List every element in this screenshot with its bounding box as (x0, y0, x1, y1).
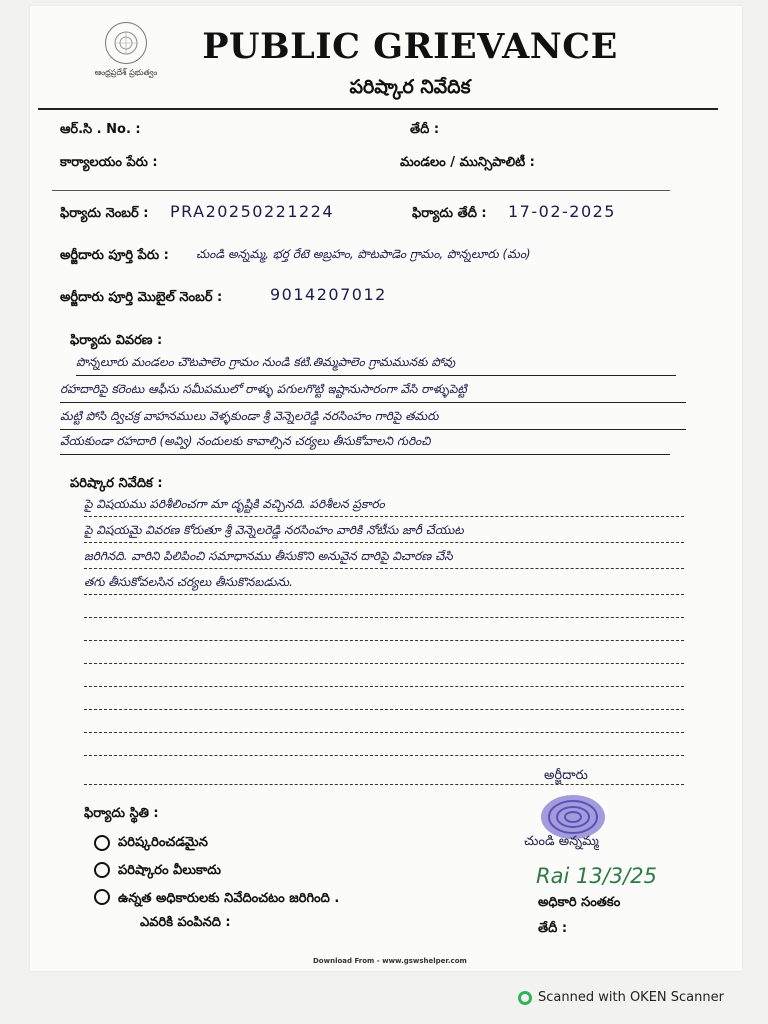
forwarded-to-label: ఎవరికి పంపినది : (140, 915, 231, 930)
description-line: వేయకుండా రహదారి (అవ్వి) నందులకు కావాల్సిన చర్యలు తీసుకోవాలని గురించి (60, 434, 670, 455)
blank-report-line (84, 784, 684, 785)
blank-report-line (84, 709, 684, 710)
status-option-escalated: ఉన్నత అధికారులకు నివేదించటం జరిగింది . (118, 891, 340, 906)
blank-report-line (84, 686, 684, 687)
blank-report-line (84, 640, 684, 641)
applicant-mobile-value: 9014207012 (270, 285, 387, 304)
status-radio-resolved[interactable] (94, 835, 110, 851)
complaint-number-value: PRA20250221224 (170, 202, 335, 221)
date-label: తేదీ : (410, 122, 440, 137)
blank-report-line (84, 755, 684, 756)
header-divider (38, 108, 718, 110)
form-subtitle: పరిష్కార నివేదిక (349, 76, 471, 98)
mandal-label: మండలం / మున్సిపాలిటీ : (400, 155, 535, 170)
oken-scanner-logo-icon (518, 991, 532, 1005)
blank-report-line (84, 663, 684, 664)
blank-report-line (84, 617, 684, 618)
download-source: Download From - www.gswshelper.com (313, 957, 467, 965)
applicant-signature-mark: అర్జీదారు (544, 768, 588, 783)
complaint-number-label: ఫిర్యాదు నెంబర్ : (60, 206, 149, 221)
status-label: ఫిర్యాదు స్థితి : (84, 806, 159, 821)
officer-signature: Rai 13/3/25 (536, 864, 657, 888)
description-line: మట్టి పోసి ద్విచక్ర వాహనములు వెళ్ళకుండా శ్రీ వెన్నెలరెడ్డి నరసింహం గారిపై తమరు (60, 409, 686, 430)
officer-date-label: తేదీ : (538, 921, 568, 936)
report-label: పరిష్కార నివేదిక : (70, 476, 163, 491)
status-option-resolved: పరిష్కరించడమైన (118, 835, 208, 850)
status-option-not-possible: పరిష్కారం వీలుకాదు (118, 863, 221, 878)
applicant-mobile-label: అర్జీదారు పూర్తి మొబైల్ నెంబర్ : (60, 290, 223, 305)
blank-report-line (84, 732, 684, 733)
complaint-date-value: 17-02-2025 (508, 202, 616, 221)
status-radio-escalated[interactable] (94, 889, 110, 905)
rc-no-label: ఆర్.సి . No. : (60, 122, 141, 137)
scanner-watermark (518, 990, 724, 1005)
complaint-date-label: ఫిర్యాదు తేదీ : (412, 206, 487, 221)
report-line: పై విషయము పరిశీలించగా మా దృష్టికి వచ్చినది. పరిశీలన ప్రకారం (84, 497, 684, 517)
report-line: తగు తీసుకోవలసిన చర్యలు తీసుకొనబడును. (84, 575, 684, 595)
report-line: పై విషయమై వివరణ కోరుతూ శ్రీ వెన్నెలరెడ్డి నరసింహం వారికి నోటీసు జారీ చేయుట (84, 523, 684, 543)
applicant-name-label: అర్జీదారు పూర్తి పేరు : (60, 248, 169, 263)
report-line: జరిగినది. వారిని పిలిపించి సమాధానము తీసుకొని అనువైన దారిపై విచారణ చేసి (84, 549, 684, 569)
officer-sign-label: అధికారి సంతకం (538, 895, 621, 910)
description-label: ఫిర్యాదు వివరణ : (70, 333, 163, 348)
meta-divider (52, 190, 670, 191)
seal-caption: ఆంధ్రప్రదేశ్ ప్రభుత్వం (94, 68, 158, 77)
description-line: పొన్నలూరు మండలం చౌటపాలెం గ్రామం నుండి కటి.తిమ్మపాలెం గ్రామమునకు పోవు (76, 355, 676, 376)
description-line: రహదారిపై కరెంటు ఆఫీసు సమీపములో రాళ్ళు పగులగొట్టి ఇష్టానుసారంగా వేసి రాళ్ళుపెట్టి (60, 382, 686, 403)
applicant-name-value: చుండి అన్నమ్మ, భర్త రేటె అబ్రహం, పొటపాడెం గ్రామం, పొన్నలూరు (మం) (196, 247, 531, 261)
office-name-label: కార్యాలయం పేరు : (60, 155, 158, 170)
form-title: PUBLIC GRIEVANCE (202, 26, 618, 67)
scanner-text: Scanned with OKEN Scanner (538, 990, 724, 1005)
applicant-signature: చుండి అన్నమ్మ (524, 834, 599, 849)
status-radio-not-possible[interactable] (94, 862, 110, 878)
emblem-icon (105, 22, 147, 64)
